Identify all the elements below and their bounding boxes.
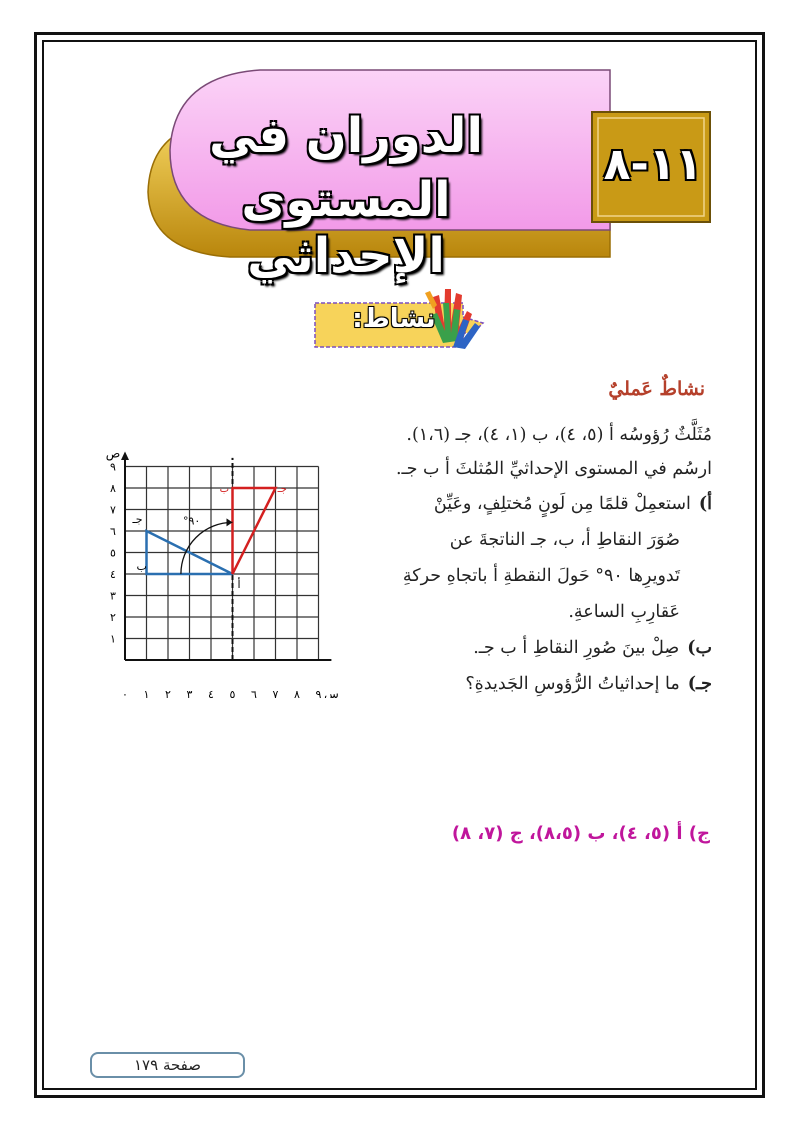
y-axis-label: ص [105, 446, 121, 461]
y-tick-label: ٤ [110, 568, 116, 581]
y-tick-label: ٣ [110, 589, 116, 603]
coordinate-grid [95, 438, 345, 702]
rotation-arc [181, 522, 233, 574]
label-b: ب [136, 560, 147, 573]
x-tick-label: ٦ [251, 688, 257, 698]
intro-line-1: مُثَلَّثٌ رُؤوسُه أ (٥، ٤)، ب (١، ٤)، جـ (١،٦). [406, 425, 712, 445]
y-tick-label: ٢ [110, 611, 116, 624]
y-axis-arrow [121, 451, 129, 460]
answer-text: ج) أ (٥، ٤)، ب (٨،٥)، ج (٧، ٨) [451, 823, 710, 844]
item-c-text: ما إحداثياتُ الرُّؤوسِ الجَديدةِ؟ [465, 674, 680, 694]
angle-label: °٩٠ [182, 514, 201, 528]
item-a-line-4: عَقارِبِ الساعةِ. [568, 602, 680, 622]
item-a-line-1 [434, 494, 712, 514]
item-c-line [465, 674, 712, 694]
item-a-line-2: صُوَرَ النقاطِ أ، ب، جـ الناتجةَ عن [449, 530, 680, 550]
title-line-2: المستوى الإحداثي [241, 172, 451, 284]
y-tick-label: ٩ [110, 460, 116, 474]
y-tick-label: ٧ [110, 503, 116, 517]
x-tick-label: ١ [143, 688, 150, 698]
item-a-line-3: تَدويرِها ٩٠° حَولَ النقطةِ أ باتجاهِ حركةِ [402, 566, 680, 586]
x-tick-label: ٩ [315, 688, 322, 698]
title-line-1: الدوران في [209, 108, 483, 164]
x-tick-label: ٨ [294, 688, 300, 698]
x-tick-label: ٧ [272, 688, 279, 698]
y-tick-label: ١ [110, 632, 116, 646]
item-b-label: ب) [687, 638, 712, 658]
item-a-label: أ) [698, 494, 712, 514]
x-tick-label: ٥ [229, 688, 236, 698]
section-title: نشاطٌ عَمليٌ [608, 378, 705, 400]
label-a: أ [237, 578, 241, 591]
item-b-text: صِلْ بينَ صُورِ النقاطِ أ ب جـ. [473, 638, 680, 658]
page-number-label: صفحة ١٧٩ [90, 1052, 245, 1078]
label-c-image: جـ [277, 484, 287, 495]
x-tick-label: ٠ [122, 688, 128, 698]
item-c-label: جـ) [687, 674, 712, 694]
x-tick-label: ٤ [208, 688, 214, 698]
y-tick-label: ٥ [110, 546, 116, 560]
x-tick-label: ٣ [186, 688, 193, 698]
label-b-image: ب [219, 484, 230, 495]
x-tick-label: ٢ [165, 688, 171, 698]
item-a-text-1: استعمِلْ قلمًا مِن لَونٍ مُختلِفٍ، وعَيِّنْ [433, 494, 691, 514]
y-tick-label: ٦ [110, 525, 116, 538]
item-b-line [473, 638, 712, 658]
y-tick-label: ٨ [110, 482, 116, 495]
intro-line-2: ارسُم في المستوى الإحداثيِّ المُثلثَ أ ب جـ. [395, 459, 712, 479]
label-c: جـ [132, 513, 143, 526]
activity-badge-label: نشاط: [352, 304, 436, 334]
lesson-number: ١١-٨ [603, 139, 703, 190]
x-axis-label: س [324, 687, 339, 698]
